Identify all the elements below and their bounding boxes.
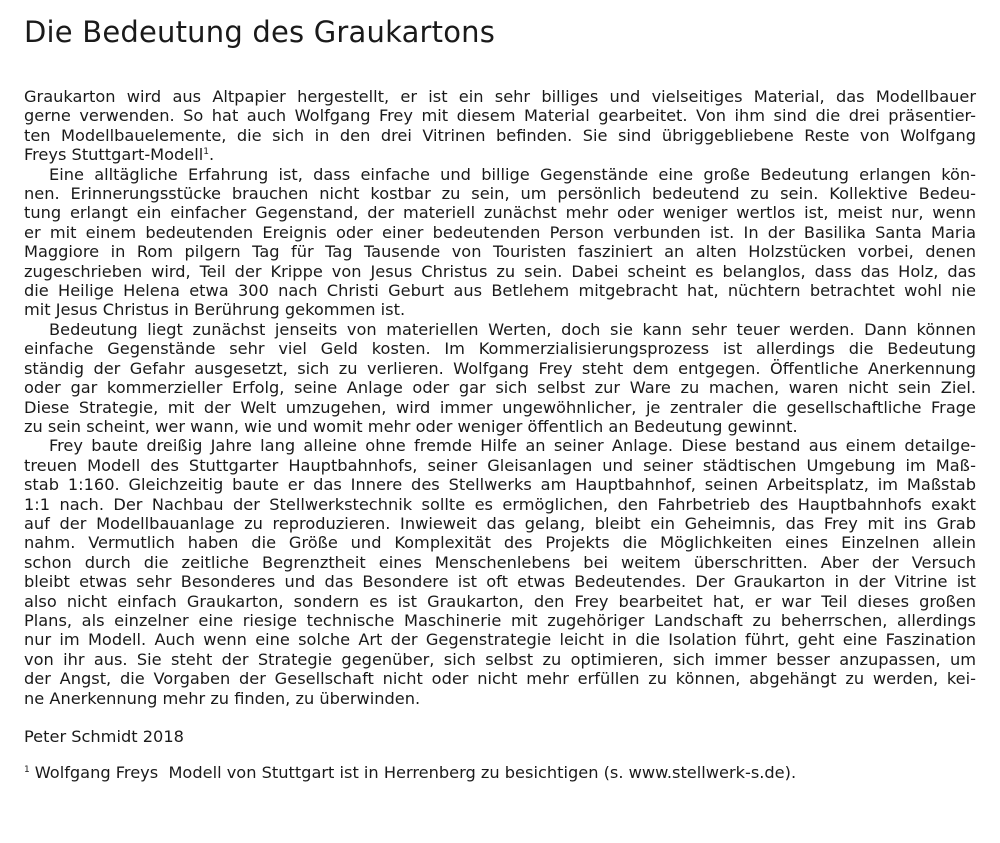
text-line [24,145,976,164]
text-line: treuen Modell des Stuttgarter Hauptbahnhofs, seiner Gleisanlagen und seiner städtischen Umgebung im Maß- [24,455,976,475]
text-line: nahm. Vermutlich haben die Größe und Komplexität des Projekts die Möglichkeiten eines Einzelnen allein [24,533,976,553]
text-line: also nicht einfach Graukarton, sondern es ist Graukarton, den Frey bearbeitet hat, er war Teil dieses großen [24,591,976,611]
paragraph-4 [24,436,976,708]
footnote [24,763,976,783]
text-line: ten Modellbauelemente, die sich in den drei Vitrinen befinden. Sie sind übriggebliebene Reste von Wolfgang [24,125,976,145]
text-line: einfache Gegenstände sehr viel Geld kosten. Im Kommerzialisierungsprozess ist allerdings die Bedeutung [24,339,976,359]
text-line: Graukarton wird aus Altpapier hergestellt, er ist ein sehr billiges und vielseitiges Material, das Modellbauer [24,87,976,106]
text-line: oder gar kommerzieller Erfolg, seine Anlage oder gar sich selbst zur Ware zu machen, waren nicht sein Ziel. [24,378,976,398]
footnote-marker: 1 [24,765,30,775]
text-line: er mit einem bedeutenden Ereignis oder einer bedeutenden Person verbunden ist. In der Basilika Santa Maria [24,222,976,242]
document-body [24,87,976,708]
text-line: der Angst, die Vorgaben der Gesellschaft nicht oder nicht mehr erfüllen zu können, abgehängt zu werden, kei- [24,669,976,689]
text-line: schon durch die zeitliche Begrenztheit eines Menschenlebens bei weitem überschritten. Aber der Versuch [24,552,976,572]
text-line: nur im Modell. Auch wenn eine solche Art der Gegenstrategie leicht in die Isolation führt, geht eine Faszination [24,630,976,650]
text-line: ne Anerkennung mehr zu finden, zu überwinden. [24,688,421,708]
text-line: auf der Modellbauanlage zu reproduzieren. Inwieweit das gelang, bleibt ein Geheimnis, das Frey mit ins Grab [24,513,976,533]
text-fragment: Freys Stuttgart-Modell [24,145,204,165]
text-line: stab 1:160. Gleichzeitig baute er das Innere des Stellwerks am Hauptbahnhof, seinen Arbeitsplatz, im Maßstab [24,475,976,495]
text-line: Bedeutung liegt zunächst jenseits von materiellen Werten, doch sie kann sehr teuer werden. Dann können [49,319,976,339]
text-line: zu sein scheint, wer wann, wie und womit mehr oder weniger öffentlich an Bedeutung gewinnt. [24,416,798,436]
text-line: die Heilige Helena etwa 300 nach Christi Geburt aus Betlehem mitgebracht hat, nüchtern betrachtet wohl nie [24,281,976,301]
text-line: zugeschrieben wird, Teil der Krippe von Jesus Christus zu sein. Dabei scheint es belanglos, dass das Holz, das [24,261,976,281]
text-line: Maggiore in Rom pilgern Tag für Tag Tausende von Touristen fasziniert an alten Holzstücken vorbei, denen [24,242,976,262]
paragraph-2 [24,165,976,320]
text-line: ständig der Gefahr ausgesetzt, sich zu verlieren. Wolfgang Frey steht dem entgegen. Öffentliche Anerkennung [24,358,976,378]
paragraph-1 [24,87,976,165]
text-line: von ihr aus. Sie steht der Strategie gegenüber, sich selbst zu optimieren, sich immer besser anzupassen, um [24,649,976,669]
text-line: mit Jesus Christus in Berührung gekommen ist. [24,300,406,320]
text-fragment: . [209,145,215,165]
author-signature: Peter Schmidt 2018 [24,727,184,746]
footnote-text: Wolfgang Freys Modell von Stuttgart ist in Herrenberg zu besichtigen (s. www.stellwerk-s.de). [34,763,797,782]
text-line: tung erlangt ein einfacher Gegenstand, der materiell zunächst mehr oder weniger wertlos ist, meist nur, wenn [24,203,976,223]
text-line: Frey baute dreißig Jahre lang alleine ohne fremde Hilfe an seiner Anlage. Diese bestand aus einem detailge- [49,436,976,456]
text-line: Plans, als einzelner eine riesige technische Maschinerie mit zugehöriger Landschaft zu beherrschen, allerdings [24,610,976,630]
footnote-reference: 1 [203,147,209,158]
text-line: Eine alltägliche Erfahrung ist, dass einfache und billige Gegenstände eine große Bedeutung erlangen kön- [49,164,976,184]
text-line: bleibt etwas sehr Besonderes und das Besondere ist oft etwas Bedeutendes. Der Graukarton in der Vitrine ist [24,572,976,592]
document-title: Die Bedeutung des Graukartons [24,15,496,49]
text-line: Diese Strategie, mit der Welt umzugehen, wird immer ungewöhnlicher, je zentraler die gesellschaftliche Frage [24,397,976,417]
text-line: 1:1 nach. Der Nachbau der Stellwerkstechnik sollte es ermöglichen, den Fahrbetrieb des Hauptbahnhofs exakt [24,494,976,514]
text-line: gerne verwenden. So hat auch Wolfgang Frey mit diesem Material gearbeitet. Von ihm sind die drei präsentier- [24,106,976,126]
text-line: nen. Erinnerungsstücke brauchen nicht kostbar zu sein, um persönlich bedeutend zu sein. Kollektive Bedeu- [24,184,976,204]
paragraph-3 [24,320,976,436]
